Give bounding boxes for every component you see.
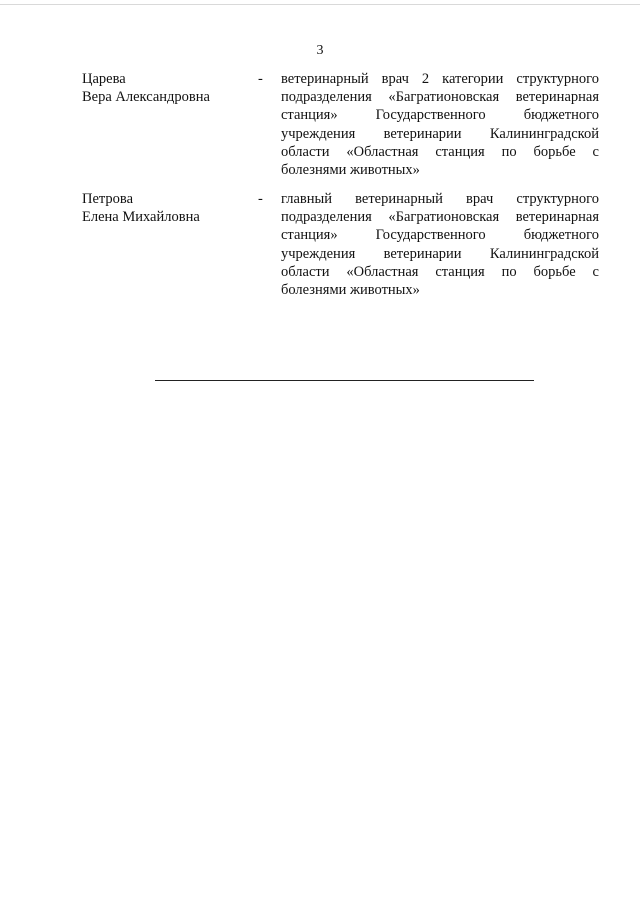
position-description: главный ветеринарный врач структурного подразделения «Багратионовская ветеринарная станция» Государственного бюджетного учреждения ветеринарии Калининградской области «Областная станция по борьбе с болезнями животных» (281, 191, 599, 299)
person-surname: Петрова (82, 191, 134, 207)
top-edge-line (0, 4, 640, 5)
end-of-document-line (155, 380, 534, 381)
separator-dash: - (258, 71, 263, 87)
person-given-names: Вера Александровна (82, 89, 210, 106)
person-surname: Царева (82, 71, 126, 87)
person-given-names: Елена Михайловна (82, 209, 200, 226)
person-name (82, 70, 252, 106)
position-description: ветеринарный врач 2 категории структурного подразделения «Багратионовская ветеринарная станция» Государственного бюджетного учреждения ветеринарии Калининградской области «Областная станция по борьбе с болезнями животных» (281, 71, 599, 179)
page-number: 3 (316, 43, 324, 58)
separator-dash: - (258, 191, 263, 207)
person-name (82, 190, 252, 226)
